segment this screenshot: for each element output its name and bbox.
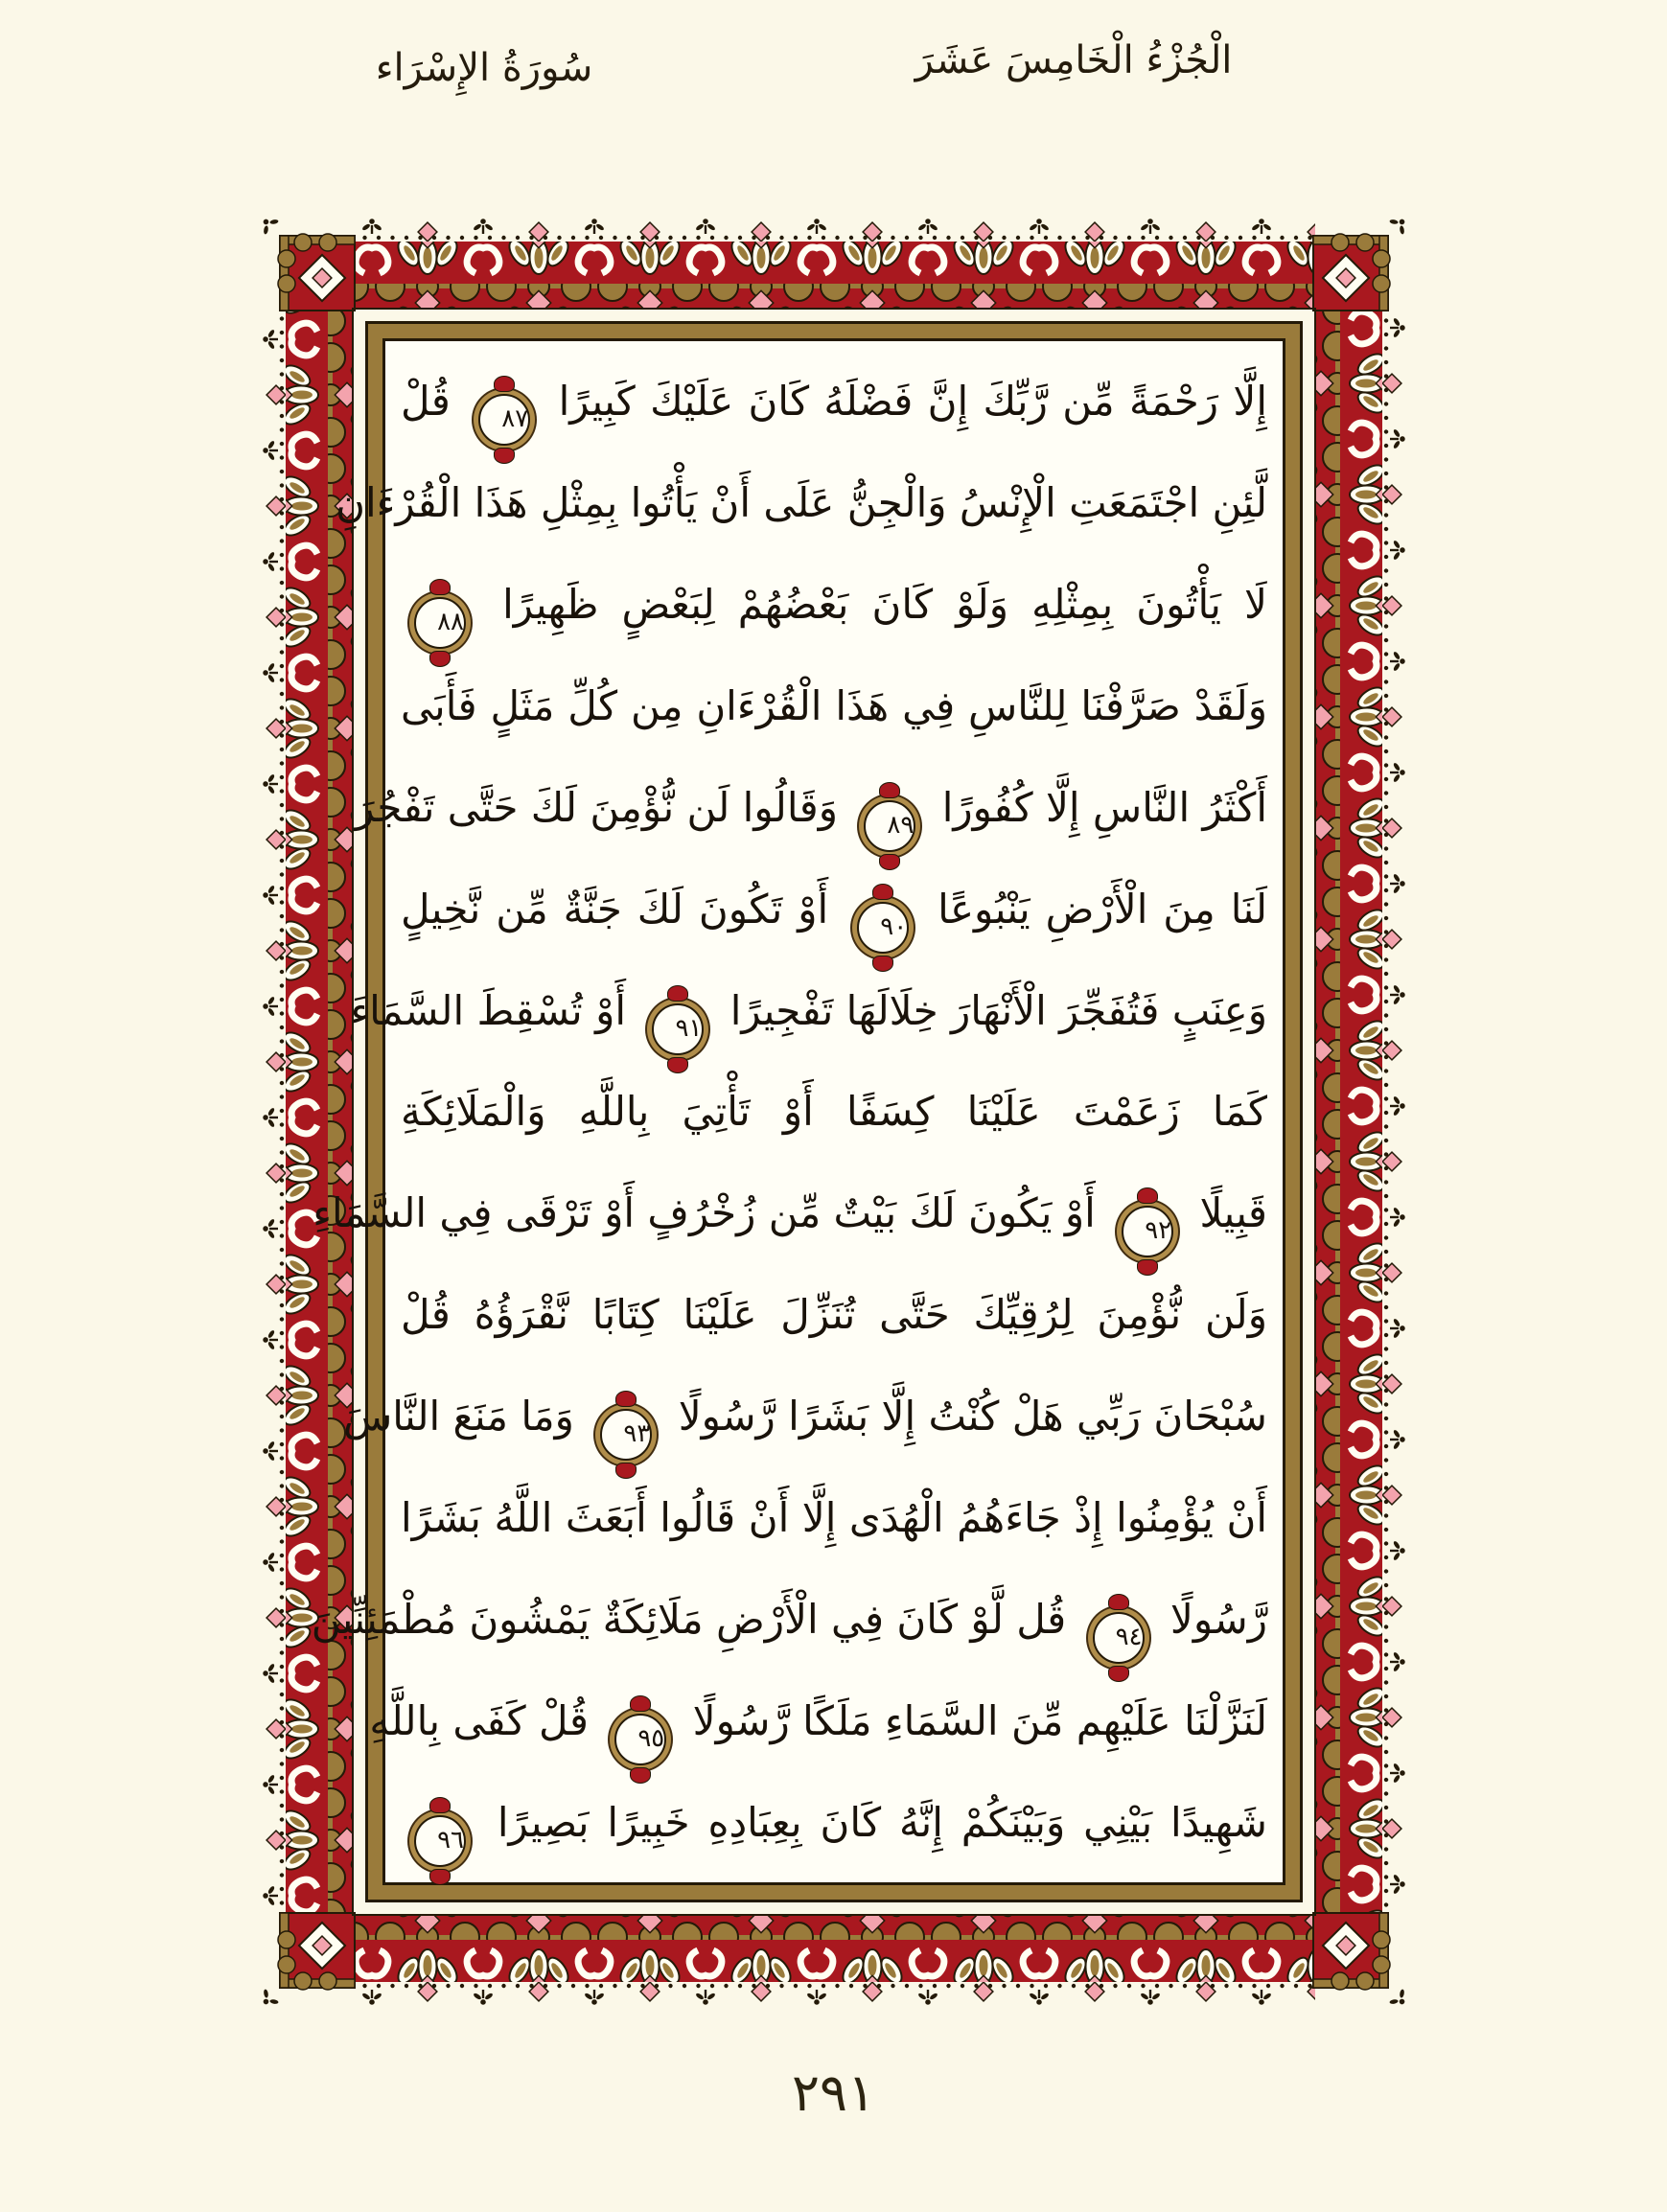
quran-text-segment: أَوْ تُسْقِطَ السَّمَاءَ [350,986,627,1034]
page-number: ٢٩١ [791,2062,875,2123]
verse-number-marker: ٩٥ [614,1714,666,1765]
verse-number-marker: ٨٩ [864,800,915,852]
quran-line [401,1774,1267,1871]
quran-line [350,962,1267,1059]
quran-line [401,1063,1267,1160]
quran-text-segment: وَلَقَدْ صَرَّفْنَا لِلنَّاسِ فِي هَذَا الْقُرْءَانِ مِن كُلِّ مَثَلٍ فَأَبَى [401,681,1267,729]
quran-line [401,657,1267,754]
verse-number-marker: ٩٤ [1093,1612,1145,1664]
quran-text-segment: قَبِيلًا [1199,1189,1267,1237]
quran-text-segment: وَعِنَبٍ فَتُفَجِّرَ الْأَنْهَارَ خِلَالَهَا تَفْجِيرًا [729,986,1267,1034]
quran-line [401,353,1267,449]
quran-text-segment: أَوْ يَكُونَ لَكَ بَيْتٌ مِّن زُخْرُفٍ أَوْ تَرْقَى فِي السَّمَاءِ [313,1189,1096,1237]
quran-line [401,1266,1267,1363]
quran-line [311,1571,1267,1668]
quran-text-segment: لَا يَأْتُونَ بِمِثْلِهِ وَلَوْ كَانَ بَعْضُهُمْ لِبَعْضٍ ظَهِيرًا [502,580,1267,628]
quran-line [401,861,1267,957]
quran-text-segment: لَّئِنِ اجْتَمَعَتِ الْإِنْسُ وَالْجِنُّ عَلَى أَنْ يَأْتُوا بِمِثْلِ هَذَا الْقُرْءَانِ [336,478,1267,526]
verse-number-marker: ٩٠ [857,902,909,954]
quran-text-segment: قُلْ كَفَى بِاللَّهِ [369,1696,589,1744]
quran-text-segment: أَكْثَرُ النَّاسِ إِلَّا كُفُورًا [941,783,1267,831]
quran-text-segment: وَقَالُوا لَن نُّؤْمِنَ لَكَ حَتَّى تَفْجُرَ [355,783,838,831]
quran-line [401,556,1267,653]
verse-number-marker: ٩٣ [600,1409,652,1461]
quran-text-segment: لَنَزَّلْنَا عَلَيْهِم مِّنَ السَّمَاءِ مَلَكًا رَّسُولًا [692,1696,1267,1744]
quran-text-segment: أَنْ يُؤْمِنُوا إِذْ جَاءَهُمُ الْهُدَى إِلَّا أَنْ قَالُوا أَبَعَثَ اللَّهُ بَشَرًا [401,1494,1267,1542]
quran-text-segment: أَوْ تَكُونَ لَكَ جَنَّةٌ مِّن نَّخِيلٍ [401,885,829,933]
quran-text-segment: وَمَا مَنَعَ النَّاسَ [342,1393,574,1440]
surah-title: سُورَةُ الإِسْرَاء [375,46,593,90]
verse-number-marker: ٩٢ [1122,1206,1173,1257]
quran-text-area [311,353,1268,1871]
verse-number-marker: ٩١ [652,1003,704,1055]
quran-line [401,1469,1267,1566]
quran-text-segment: إِلَّا رَحْمَةً مِّن رَّبِّكَ إِنَّ فَضْلَهُ كَانَ عَلَيْكَ كَبِيرًا [558,378,1268,425]
quran-text-segment: وَلَن نُّؤْمِنَ لِرُقِيِّكَ حَتَّى تُنَزِّلَ عَلَيْنَا كِتَابًا نَّقْرَؤُهُ قُلْ [401,1291,1267,1339]
quran-text-segment: شَهِيدًا بَيْنِي وَبَيْنَكُمْ إِنَّهُ كَانَ بِعِبَادِهِ خَبِيرًا بَصِيرًا [497,1798,1267,1846]
quran-line [355,759,1267,856]
verse-number-marker: ٩٦ [414,1815,466,1867]
quran-text-segment: قُل لَّوْ كَانَ فِي الْأَرْضِ مَلَائِكَةٌ يَمْشُونَ مُطْمَئِنِّينَ [311,1596,1067,1644]
quran-line [342,1368,1267,1464]
quran-text-segment: لَنَا مِنَ الْأَرْضِ يَنْبُوعًا [938,885,1267,933]
quran-line [369,1672,1267,1769]
quran-text-segment: قُلْ [401,378,451,425]
quran-text-segment: رَّسُولًا [1169,1596,1267,1644]
verse-number-marker: ٨٨ [414,597,466,649]
quran-text-segment: كَمَا زَعَمْتَ عَلَيْنَا كِسَفًا أَوْ تَأْتِيَ بِاللَّهِ وَالْمَلَائِكَةِ [401,1088,1267,1136]
quran-line [313,1164,1267,1261]
ornamental-border-frame [261,217,1407,2007]
quran-line [336,454,1267,551]
verse-number-marker: ٨٧ [478,394,530,446]
juz-title: الْجُزْءُ الْخَامِسَ عَشَرَ [915,38,1233,82]
quran-text-segment: سُبْحَانَ رَبِّي هَلْ كُنْتُ إِلَّا بَشَرًا رَّسُولًا [678,1393,1267,1440]
